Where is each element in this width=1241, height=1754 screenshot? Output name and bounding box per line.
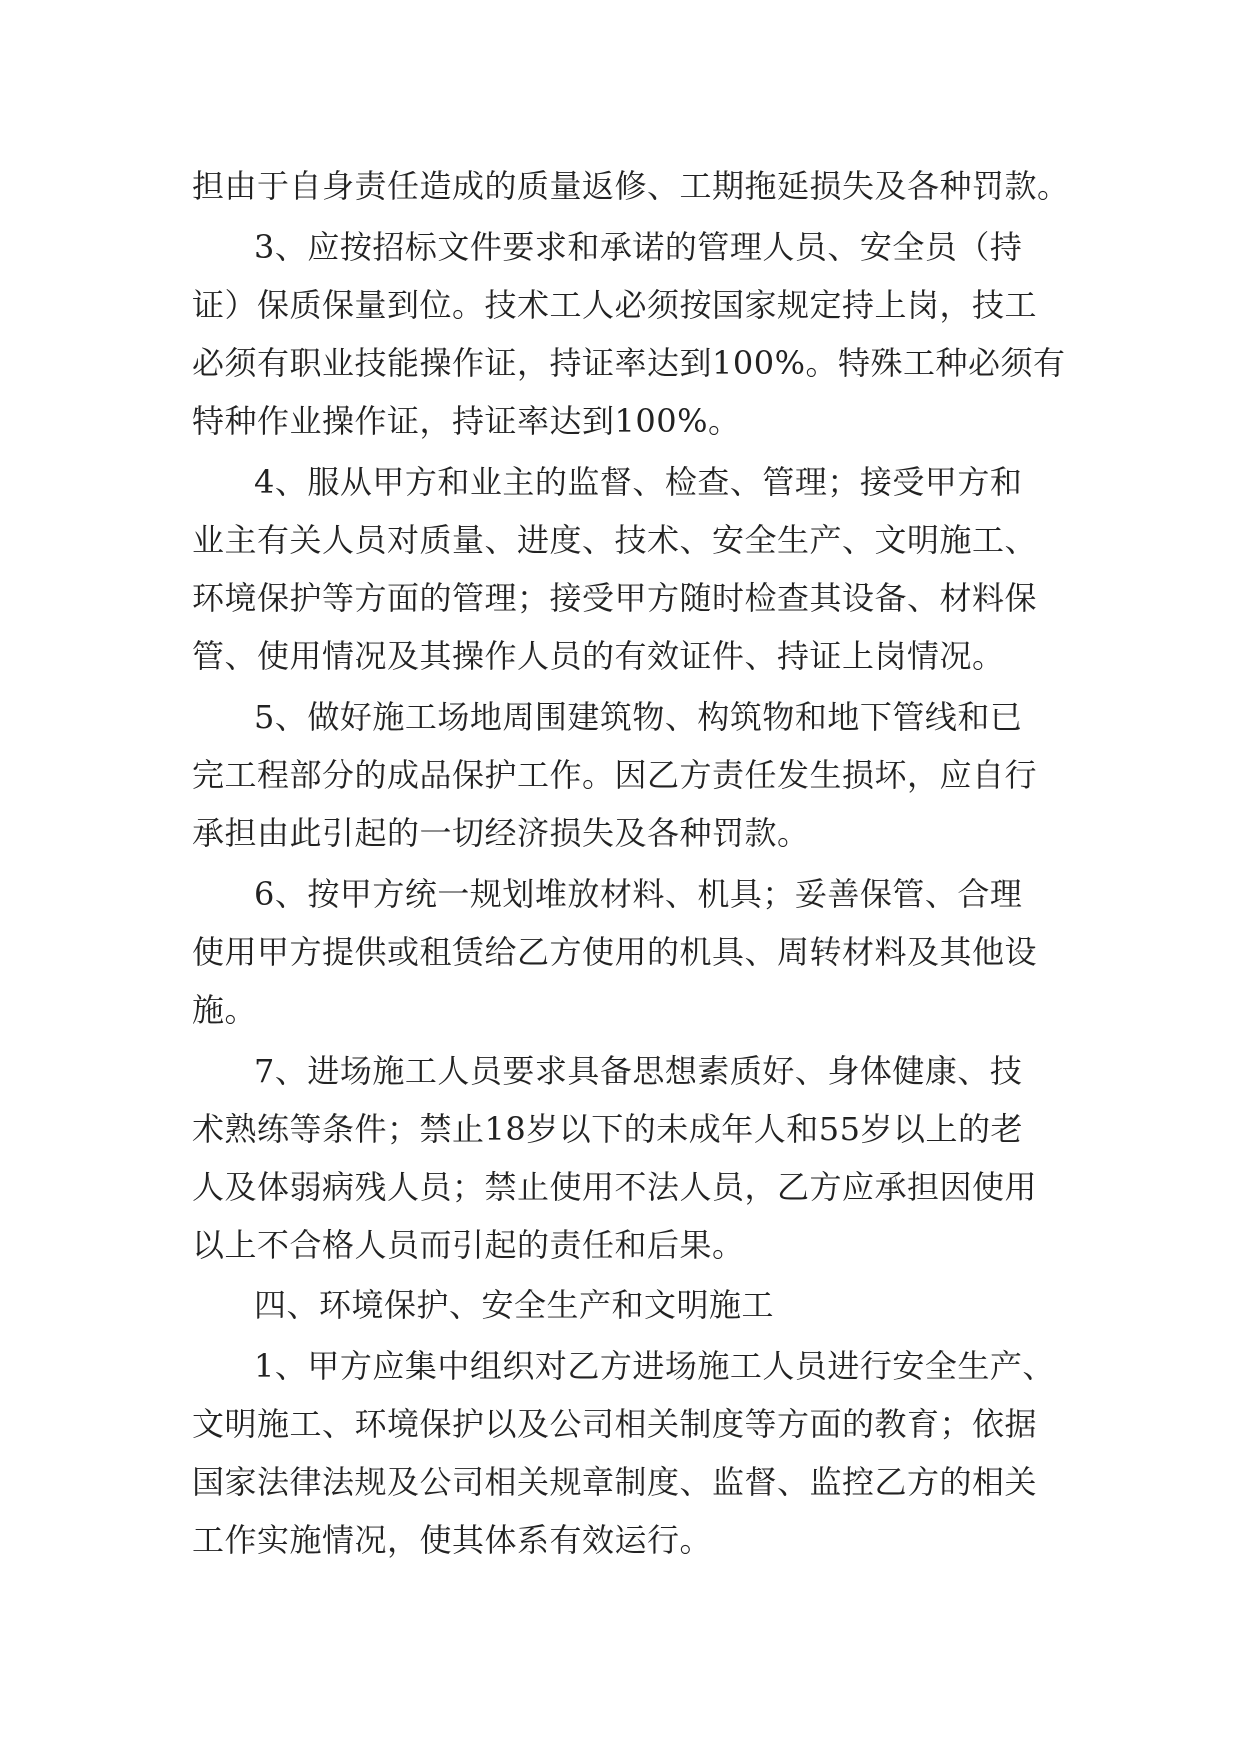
text-line: 必须有职业技能操作证，持证率达到100%。特殊工种必须有 (192, 344, 1066, 382)
section-heading: 四、环境保护、安全生产和文明施工 (254, 1286, 775, 1324)
text-line: 3、应按招标文件要求和承诺的管理人员、安全员（持 (254, 228, 1023, 266)
text-line: 担由于自身责任造成的质量返修、工期拖延损失及各种罚款。 (192, 167, 1070, 205)
text-line: 6、按甲方统一规划堆放材料、机具；妥善保管、合理 (254, 875, 1023, 913)
text-line: 使用甲方提供或租赁给乙方使用的机具、周转材料及其他设 (192, 933, 1038, 971)
text-line: 证）保质保量到位。技术工人必须按国家规定持上岗，技工 (192, 286, 1038, 324)
text-line: 施。 (192, 991, 258, 1029)
text-line: 1、甲方应集中组织对乙方进场施工人员进行安全生产、 (254, 1347, 1055, 1385)
text-line: 完工程部分的成品保护工作。因乙方责任发生损坏，应自行 (192, 756, 1038, 794)
text-line: 术熟练等条件；禁止18岁以下的未成年人和55岁以上的老 (192, 1110, 1023, 1148)
text-line: 4、服从甲方和业主的监督、检查、管理；接受甲方和 (254, 463, 1023, 501)
text-line: 7、进场施工人员要求具备思想素质好、身体健康、技 (254, 1052, 1023, 1090)
text-line: 文明施工、环境保护以及公司相关制度等方面的教育；依据 (192, 1405, 1038, 1443)
text-line: 承担由此引起的一切经济损失及各种罚款。 (192, 814, 810, 852)
text-line: 国家法律法规及公司相关规章制度、监督、监控乙方的相关 (192, 1463, 1038, 1501)
text-line: 环境保护等方面的管理；接受甲方随时检查其设备、材料保 (192, 579, 1038, 617)
text-line: 以上不合格人员而引起的责任和后果。 (192, 1226, 745, 1264)
text-line: 业主有关人员对质量、进度、技术、安全生产、文明施工、 (192, 521, 1038, 559)
text-line: 工作实施情况，使其体系有效运行。 (192, 1521, 713, 1559)
text-line: 特种作业操作证，持证率达到100%。 (192, 402, 741, 440)
text-line: 管、使用情况及其操作人员的有效证件、持证上岗情况。 (192, 637, 1005, 675)
text-line: 5、做好施工场地周围建筑物、构筑物和地下管线和已 (254, 698, 1023, 736)
text-line: 人及体弱病残人员；禁止使用不法人员，乙方应承担因使用 (192, 1168, 1038, 1206)
